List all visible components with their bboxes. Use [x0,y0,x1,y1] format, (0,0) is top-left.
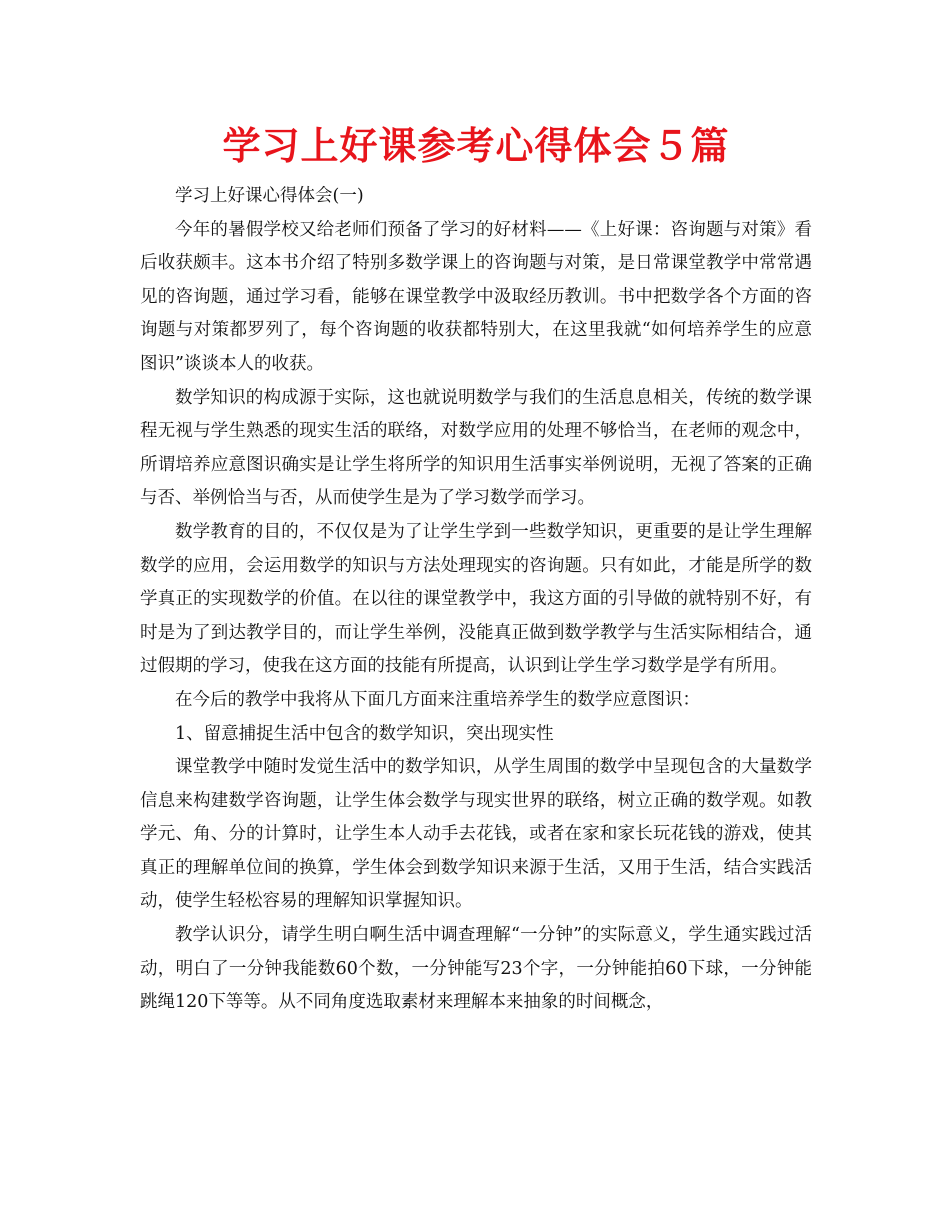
body-paragraph: 数学知识的构成源于实际，这也就说明数学与我们的生活息息相关，传统的数学课程无视与学生熟悉的现实生活的联络，对数学应用的处理不够恰当，在老师的观念中，所谓培养应意图识确实是让学生将所学的知识用生活事实举例说明，无视了答案的正确与否、举例恰当与否，从而使学生是为了学习数学而学习。 [140,387,812,509]
document-page [140,118,812,1020]
body-paragraph: 教学认识分，请学生明白啊生活中调查理解“一分钟”的实际意义，学生通实践过活动，明白了一分钟我能数60个数，一分钟能写23个字，一分钟能拍60下球，一分钟能跳绳120下等等。从不同角度选取素材来理解本来抽象的时间概念， [140,925,812,1013]
body-paragraph: 今年的暑假学校又给老师们预备了学习的好材料——《上好课：咨询题与对策》看后收获颇丰。这本书介绍了特别多数学课上的咨询题与对策，是日常课堂教学中常常遇见的咨询题，通过学习看，能够在课堂教学中汲取经历教训。书中把数学各个方面的咨询题与对策都罗列了，每个咨询题的收获都特别大，在这里我就“如何培养学生的应意图识”谈谈本人的收获。 [140,219,812,374]
body-paragraph: 在今后的教学中我将从下面几方面来注重培养学生的数学应意图识： [175,689,700,710]
subtitle-paragraph: 学习上好课心得体会(一) [175,186,364,206]
body-paragraph: 数学教育的目的，不仅仅是为了让学生学到一些数学知识，更重要的是让学生理解数学的应用，会运用数学的知识与方法处理现实的咨询题。只有如此，才能是所学的数学真正的实现数学的价值。在以往的课堂教学中，我这方面的引导做的就特别不好，有时是为了到达教学目的，而让学生举例，没能真正做到数学教学与生活实际相结合，通过假期的学习，使我在这方面的技能有所提高，认识到让学生学习数学是学有所用。 [140,521,812,677]
section-heading: 1、留意捕捉生活中包含的数学知识，突出现实性 [175,723,554,744]
body-paragraph: 课堂教学中随时发觉生活中的数学知识，从学生周围的数学中呈现包含的大量数学信息来构建数学咨询题，让学生体会数学与现实世界的联络，树立正确的数学观。如教学元、角、分的计算时，让学生本人动手去花钱，或者在家和家长玩花钱的游戏，使其真正的理解单位间的换算，学生体会到数学知识来源于生活，又用于生活，结合实践活动，使学生轻松容易的理解知识掌握知识。 [140,757,812,912]
document-title: 学习上好课参考心得体会５篇 [222,124,730,168]
